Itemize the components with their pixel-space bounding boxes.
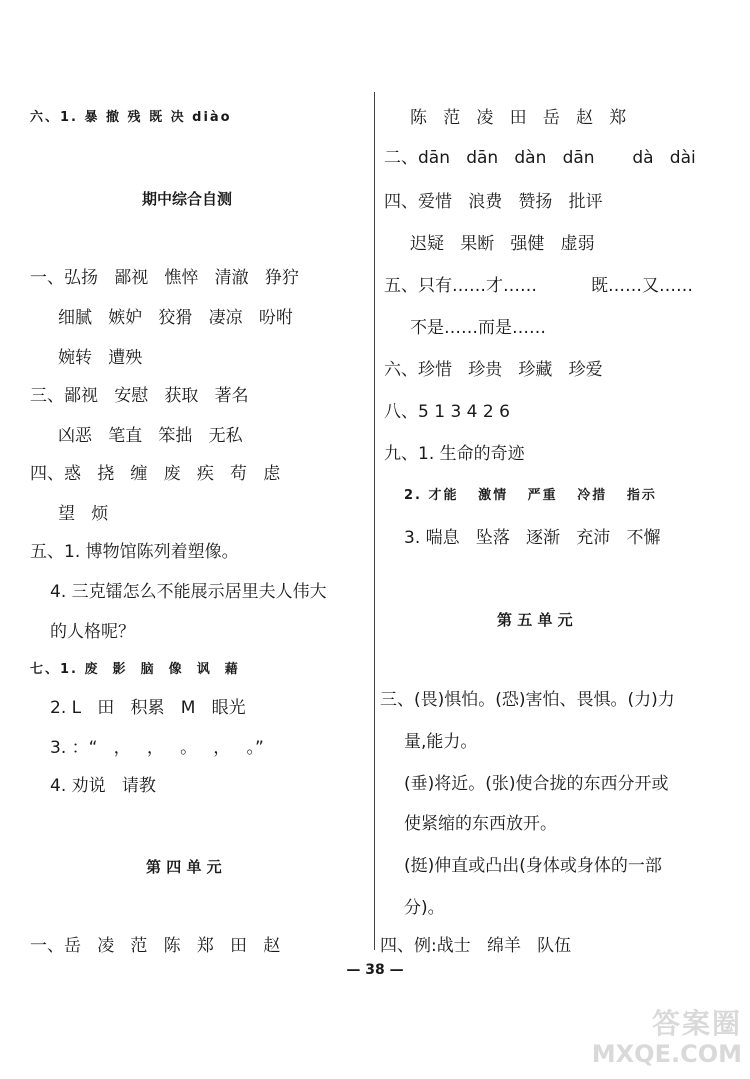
answer-line: 五、1. 博物馆陈列着塑像。 <box>30 542 239 562</box>
answer-line: 五、只有……才…… 既……又…… <box>384 276 694 296</box>
watermark-logo <box>578 1002 746 1076</box>
answer-line: 不是……而是…… <box>410 318 546 338</box>
answer-line: 2. L 田 积累 M 眼光 <box>50 698 246 718</box>
answer-line: 二、dān dān dàn dān dà dài <box>384 148 696 168</box>
answer-line: (垂)将近。(张)使合拢的东西分开或 <box>404 774 669 794</box>
answer-line: 一、岳 凌 范 陈 郑 田 赵 <box>30 936 281 956</box>
answer-line: 一、弘扬 鄙视 憔悴 清澈 狰狞 <box>30 268 299 288</box>
section-heading: 期中综合自测 <box>142 190 233 208</box>
answer-line: 七、1. 废 影 脑 像 讽 藉 <box>30 662 240 677</box>
answer-line: 凶恶 笔直 笨拙 无私 <box>58 426 243 446</box>
answer-line: 九、1. 生命的奇迹 <box>384 444 525 464</box>
section-heading: 第 五 单 元 <box>497 611 573 629</box>
answer-line: 三、(畏)惧怕。(恐)害怕、畏惧。(力)力 <box>380 690 675 710</box>
answer-line: 八、5 1 3 4 2 6 <box>384 402 510 422</box>
answer-line: 迟疑 果断 强健 虚弱 <box>410 234 595 254</box>
column-divider <box>374 92 375 950</box>
answer-line: 使紧缩的东西放开。 <box>404 814 557 834</box>
answer-line: 四、爱惜 浪费 赞扬 批评 <box>384 192 603 212</box>
answer-line: (挺)伸直或凸出(身体或身体的一部 <box>404 856 662 876</box>
answer-line: 3. ：“ ， ， 。 ， 。” <box>50 738 264 758</box>
answer-line: 4. 三克镭怎么不能展示居里夫人伟大 <box>50 582 327 602</box>
answer-line: 三、鄙视 安慰 获取 著名 <box>30 386 249 406</box>
answer-line: 分)。 <box>404 898 445 918</box>
answer-line: 量,能力。 <box>404 732 478 752</box>
answer-line: 六、珍惜 珍贵 珍藏 珍爱 <box>384 360 603 380</box>
page-number: — 38 — <box>346 962 404 978</box>
answer-line: 4. 劝说 请教 <box>50 776 156 796</box>
answer-line: 陈 范 凌 田 岳 赵 郑 <box>410 108 627 128</box>
answer-line: 六、1. 暴 撤 残 既 决 diào <box>30 110 232 125</box>
section-heading: 第 四 单 元 <box>146 858 222 876</box>
answer-line: 婉转 遭殃 <box>58 348 143 368</box>
watermark-url-text: MXQE.COM <box>591 1040 742 1068</box>
answer-line: 望 烦 <box>58 504 109 524</box>
answer-line: 四、例:战士 绵羊 队伍 <box>380 936 572 956</box>
watermark-logo-text: 答案圈 <box>651 1007 742 1040</box>
answer-line: 的人格呢？ <box>50 622 135 642</box>
answer-line: 3. 喘息 坠落 逐渐 充沛 不懈 <box>404 528 661 548</box>
answer-line: 四、惑 挠 缠 废 疾 苟 虑 <box>30 464 281 484</box>
answer-line: 细腻 嫉妒 狡猾 凄凉 吩咐 <box>58 308 293 328</box>
answer-line: 2. 才能 激情 严重 冷措 指示 <box>404 488 657 503</box>
